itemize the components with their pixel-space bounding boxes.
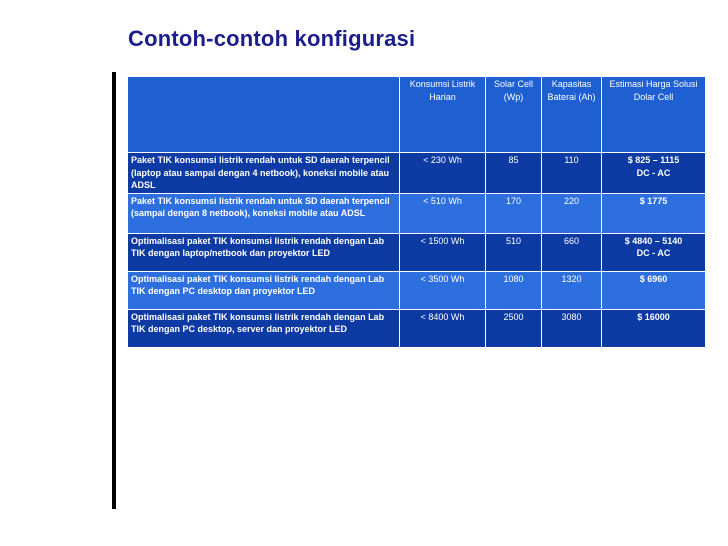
row-price-cell xyxy=(602,271,706,309)
header-battery-capacity: Kapasitas Baterai (Ah) xyxy=(542,77,602,153)
row-price: $ 825 – 1115 xyxy=(627,155,680,165)
row-solar-cell: 85 xyxy=(486,153,542,194)
row-consumption: < 510 Wh xyxy=(400,193,486,233)
table-row xyxy=(128,309,706,347)
row-price-cell xyxy=(602,153,706,194)
row-consumption: < 3500 Wh xyxy=(400,271,486,309)
row-battery: 110 xyxy=(542,153,602,194)
row-description: Optimalisasi paket TIK konsumsi listrik rendah dengan Lab TIK dengan PC desktop, server dan proyektor LED xyxy=(128,309,400,347)
row-price-note: DC - AC xyxy=(636,248,671,258)
row-price-cell xyxy=(602,193,706,233)
vertical-accent-bar xyxy=(112,72,116,509)
table-row xyxy=(128,153,706,194)
row-consumption: < 8400 Wh xyxy=(400,309,486,347)
row-consumption: < 230 Wh xyxy=(400,153,486,194)
row-solar-cell: 510 xyxy=(486,233,542,271)
header-daily-consumption: Konsumsi Listrik Harian xyxy=(400,77,486,153)
row-price-cell xyxy=(602,309,706,347)
row-battery: 220 xyxy=(542,193,602,233)
row-solar-cell: 1080 xyxy=(486,271,542,309)
row-price-cell xyxy=(602,233,706,271)
row-description: Optimalisasi paket TIK konsumsi listrik rendah dengan Lab TIK dengan PC desktop dan proyektor LED xyxy=(128,271,400,309)
configuration-table xyxy=(127,76,706,348)
row-solar-cell: 2500 xyxy=(486,309,542,347)
header-description xyxy=(128,77,400,153)
table-row xyxy=(128,271,706,309)
row-battery: 1320 xyxy=(542,271,602,309)
row-price: $ 1775 xyxy=(639,195,668,206)
row-solar-cell: 170 xyxy=(486,193,542,233)
table-row xyxy=(128,193,706,233)
row-price: $ 4840 – 5140 xyxy=(624,235,683,246)
row-battery: 3080 xyxy=(542,309,602,347)
row-consumption: < 1500 Wh xyxy=(400,233,486,271)
table-row xyxy=(128,233,706,271)
table-header-row xyxy=(128,77,706,153)
header-price-estimate: Estimasi Harga Solusi Dolar Cell xyxy=(602,77,706,153)
row-description: Paket TIK konsumsi listrik rendah untuk SD daerah terpencil (laptop atau sampai dengan 4 netbook), koneksi mobile atau ADSL xyxy=(128,153,400,194)
row-battery: 660 xyxy=(542,233,602,271)
row-price: $ 6960 xyxy=(639,273,668,284)
row-description: Paket TIK konsumsi listrik rendah untuk SD daerah terpencil (sampai dengan 8 netbook), koneksi mobile atau ADSL xyxy=(128,193,400,233)
row-description: Optimalisasi paket TIK konsumsi listrik rendah dengan Lab TIK dengan laptop/netbook dan proyektor LED xyxy=(128,233,400,271)
header-solar-cell: Solar Cell (Wp) xyxy=(486,77,542,153)
row-price: $ 16000 xyxy=(637,311,670,322)
slide-title: Contoh-contoh konfigurasi xyxy=(128,26,416,51)
row-price-note: DC - AC xyxy=(636,167,671,178)
